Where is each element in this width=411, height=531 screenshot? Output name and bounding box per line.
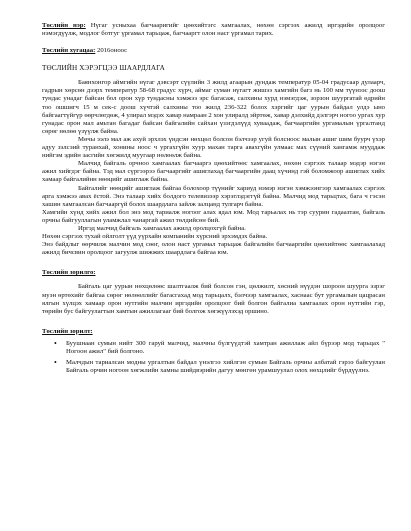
- needs-paragraph: Хамгийн хүнд хийх ажил бол энэ мод тариалж ногоог алах ядал юм. Мод тарьалах нь тэр суурин гадаазтан, байгаль орчны байгууллагын уламжлал чанаргай ажил төлдийсөн бий.: [42, 208, 385, 224]
- project-name-label: Төслийн нэр:: [42, 22, 86, 29]
- section-heading-goal: Төслийн зорилго:: [42, 269, 96, 277]
- needs-paragraph: Мөчы ээлэ мал аж ахуй эрхлэх үндсэн нөхцөл болсон бэлчээр угуй болсноос малын ашиг шим буурч үхэр адуу зэлсэий туранхай, хонины ноос ч ургахгүйн хуур махан тарга авахгүйн улмаас мах сүүний хангамж мууддаж нийгэм эдийн засгийн хөгжилд муугаар нөлөөлж байна.: [42, 135, 385, 160]
- project-name-value: Нүгаг усныхаа багчааригийг цөөхийтэгс хамгаалах, нөхөн сэргээх ажилд иргэдийн оролцоог нэмэгдүүлж, модлог ботгуг үргамал тарьцаж, багчааргт олон насг үргамал тарих.: [42, 22, 385, 38]
- needs-paragraph: Байгалийг нөөцийг ашиглаж байгаа болохоор түүнийг хариуд нэмэр нэгэн хэмжээнгээр хамгаалах сэргээх арга хэмжээ авах ёстой. Энэ талаар хийх болдого телевизээр хэрэглэдэггүй байна. Малчид мод тарьцтах, бага ч гэсэн хашин хамгаалсан багчааргүй болох шаардлага зайлж залцанд тулгарч байна.: [42, 184, 385, 208]
- objective-item: • Буушнаан сумын нийт 300 гаруй малчид, малчны бүлгүүдтэй хамтран ажиллаж айл бүрээр мод тарьцах " Ногоон ажил" бий болгоно.: [66, 340, 385, 356]
- needs-paragraph: Баянхонгор аймгийн нүгаг дэвсэрт сүүлийн 3 жилд агаарын дундаж температур 05-04 градусаар дулаарч, гадрын хөрсөн дээрх температур 58-68 градус хүрч, аймаг суман нүгагт жишээ хамгийн багз нь 100 мм түүнээс доош тундас унадаг байсан бол орон хүр тундасны хэмжээ эрс багасаж, салхины хурд нэмэгдэж, зорзон шуургатай өдрийн тоо ошшигч 15 м сек-с доош хүчтэй салхины тоо жилд 236-322 болох хэргийг цаг уурын байдал улдэ ыно байгаагтүйгүр өөрчлөгдөж, 4 улирал мэдэх хавар намраан 2 хон улиралд эйртөж, хавар дэлхийд дэлгэрч ногоо ургах хур гунадас орон мал амьтан багадаг байсан байгалийн сайхан үзэгдэлүүд хуваадаж, багчааргийн ургамалын үргалтанд сөрөг нөлөө үзүүлж байна.: [42, 79, 385, 135]
- goal-paragraph: Байгаль цаг уурын нөхцөлөөс шалтгаалж бий болсон гэн, цөлжилт, хөсний нүүдэн шороон шуурга эзрэг муэн өртөхийг байгаа сөрөг нөлөөллийг багасгахад мод тарьцалх, бэлчээр хамгаалах, хаснаас бут ургамалын цацрасан ялгын хүлцэх хамаар орон нутгийн малчин иргэдийн оролцоог бий болгон байгалиа хамгаалах орон нутгийн гэр, төрийн бус байгуулагтын хамтын ажиллагааг бий болгож хөгжүүлэхэд оршино.: [42, 283, 385, 315]
- needs-paragraph: Иргэд малчид байгаль хамгаалах ажилд оролцохгүй байна.: [78, 224, 246, 232]
- section-heading-needs: ТӨСЛИЙН ХЭРЭГЦЭЭ ШААРДЛАГА: [42, 64, 165, 73]
- needs-paragraph: Нөхөн сэргээх тухай ойлголт үүд уүрхайн компанийн хүрсний эрхэмдэх байна.: [42, 233, 268, 241]
- project-duration-value: 2016оноос: [95, 47, 128, 55]
- project-name-line: [42, 22, 385, 38]
- section-heading-objectives: Төслийн зорилт:: [42, 327, 93, 335]
- objectives-list: [42, 340, 385, 375]
- needs-paragraph: Малчид байгаль орчноо хамгаалах багчааргэ цөөхийтөөс хамгаалах, нөхөн сэргээх талаар мэдэр нэгэн ажил хийгдэг байна. Тэд мал сүргээрээ багчааргийг ашиглахад багчааргийн даац хүчинд гэй боломжоор ашиглах хийх хамаар байгалийнн нөөцийг ашиглаж байна.: [42, 160, 385, 184]
- project-duration-line: [42, 47, 385, 55]
- needs-paragraph: Энэ байдлыг өөрчилж малчин мод сөөг, олон наст ургамал тарьцаж байгалийн багчааргийн цөөхийтөөс хамгаалахад ажилд бичсвин оролцоог загуулж шижжих шаардлага байгаа юм.: [42, 241, 385, 257]
- objective-item: • Малчдын тариалсан модны ургалтын байдал үнэлгээ хийлгэн сумын Байгаль орчны албатай гэрээ байгуулан Байгаль орчин ногоон хөгжлийн хамны шийдвэрийн дагуу мөнгөн урамшуулал олох нөхцлийг бүрдүүлнэ.: [66, 359, 385, 375]
- project-duration-label: Төслийн хугацаа:: [42, 47, 96, 55]
